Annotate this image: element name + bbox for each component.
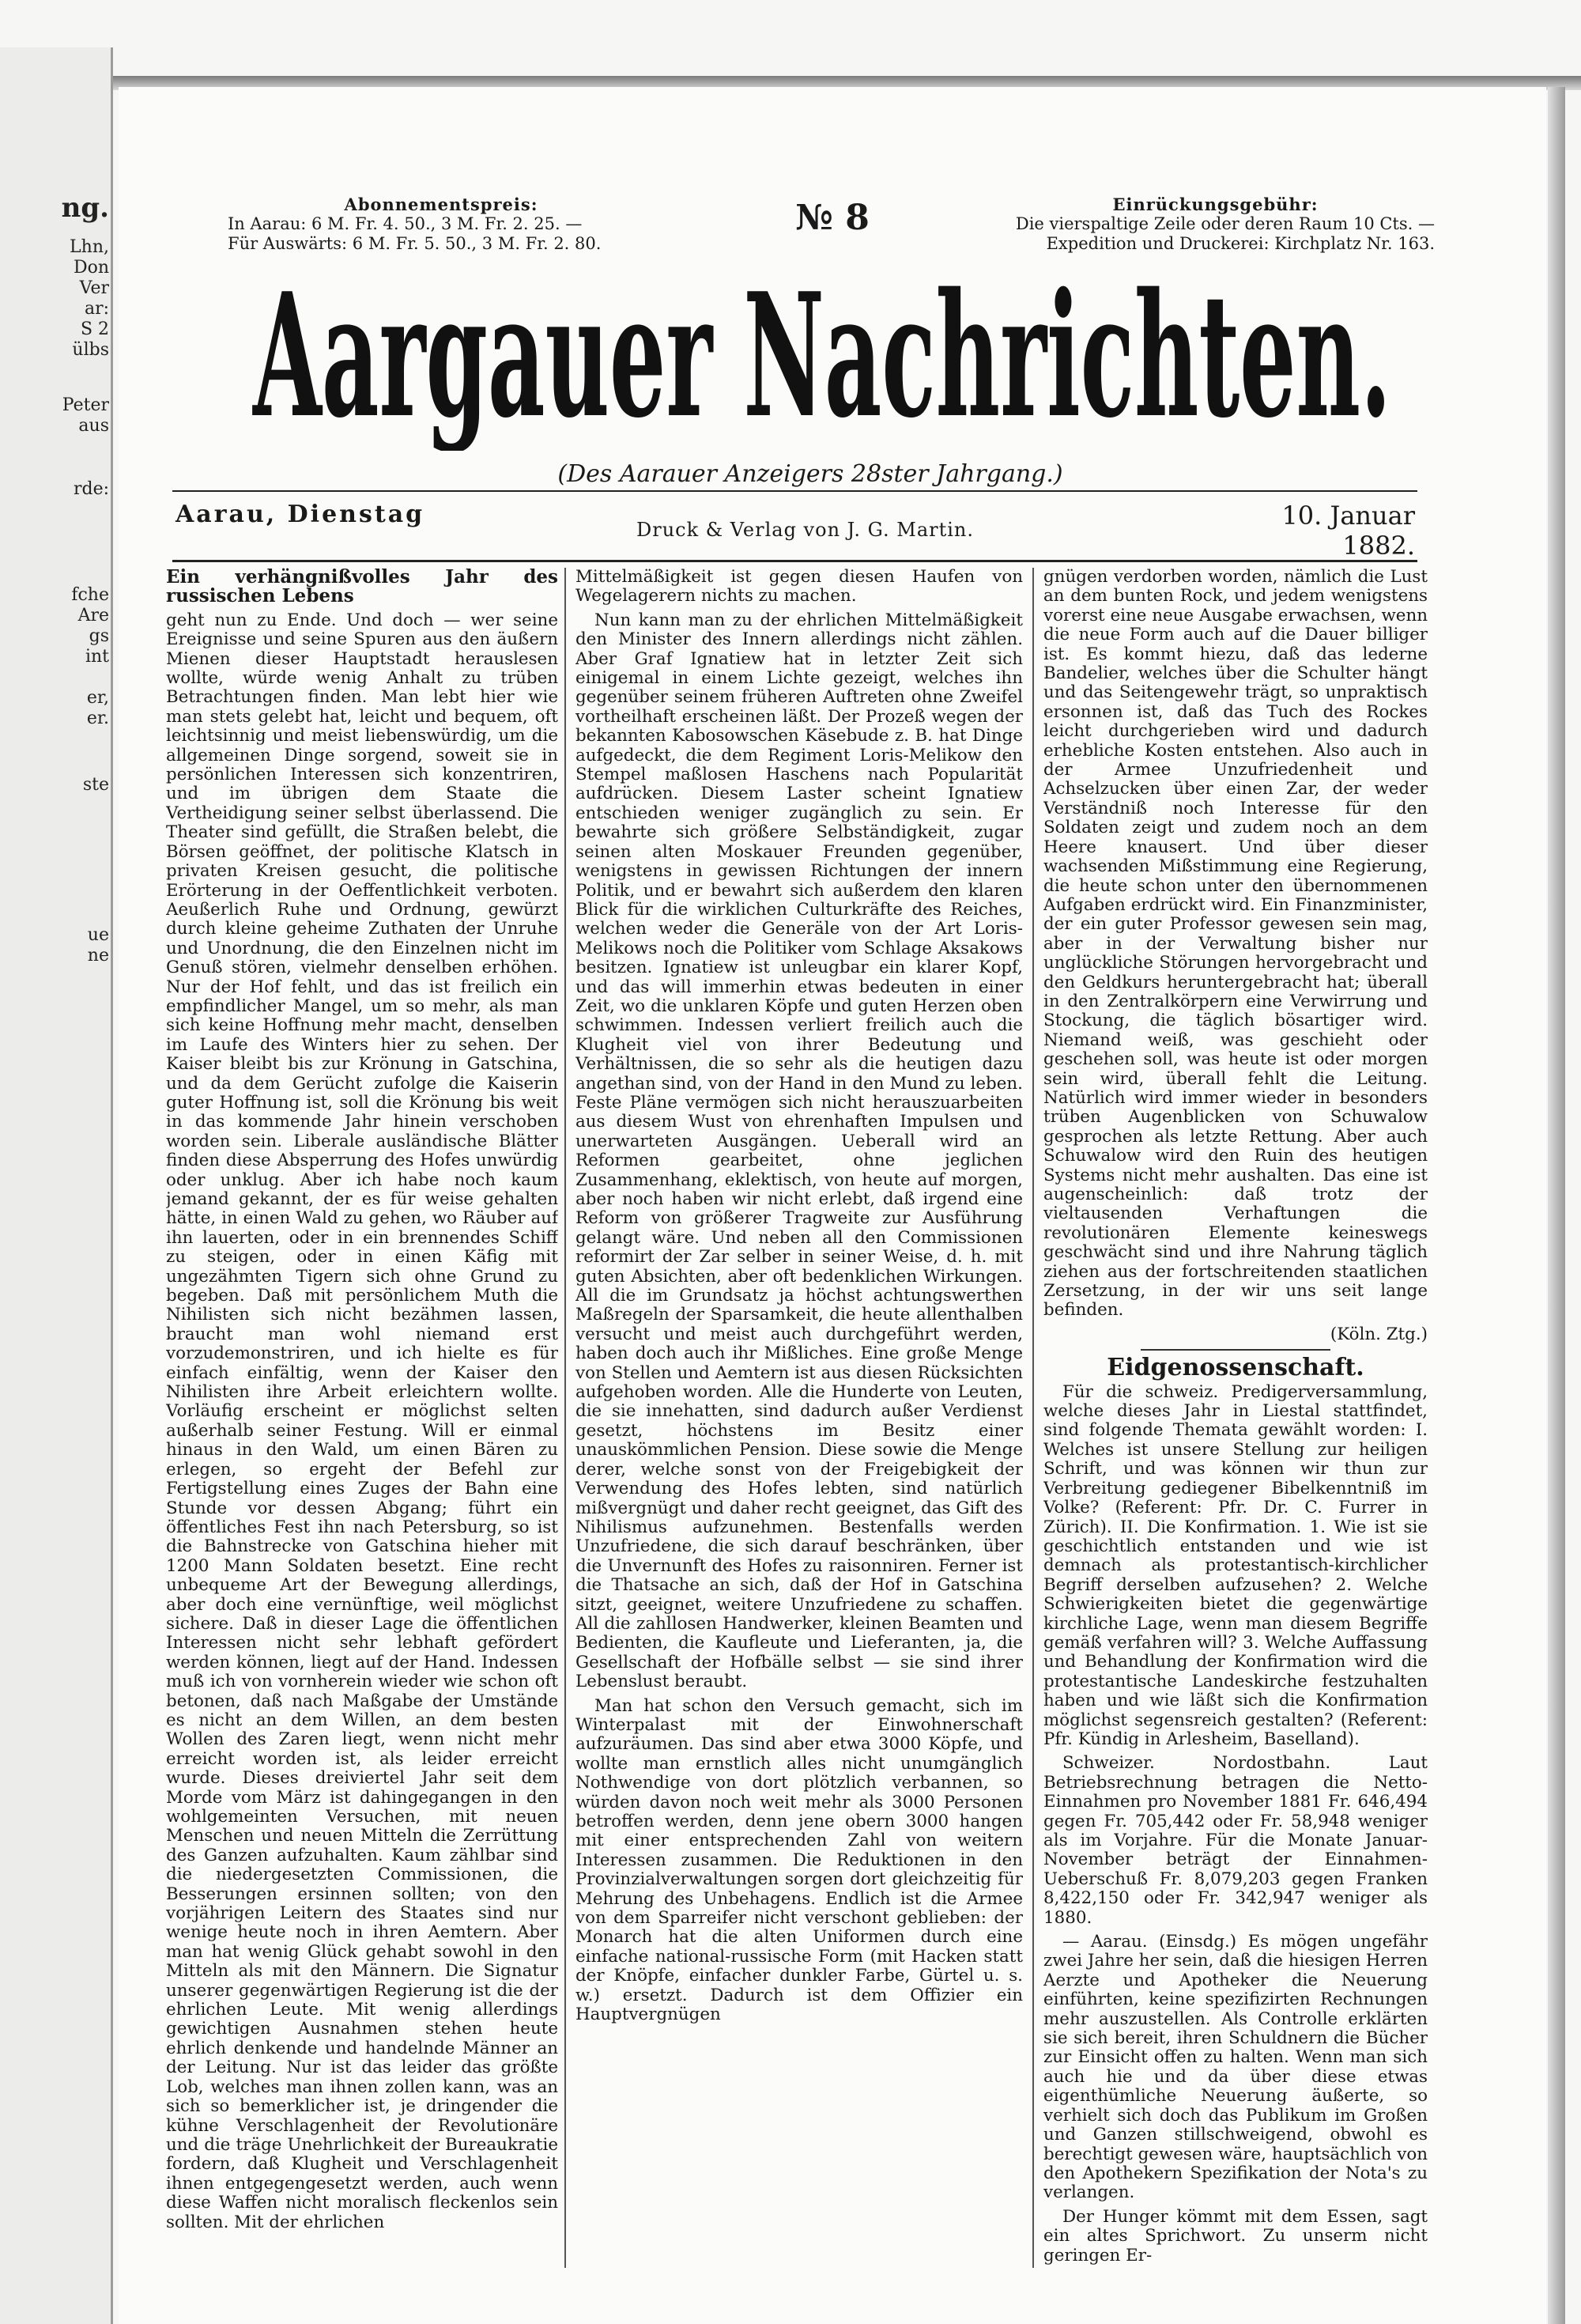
fragment-line: gs xyxy=(89,626,109,646)
subscription-line: Für Auswärts: 6 M. Fr. 5. 50., 3 M. Fr. 2. 80. xyxy=(228,234,602,253)
fragment-line: S 2 xyxy=(80,319,109,339)
header-rule-top xyxy=(172,490,1417,492)
article-paragraph: Mittelmäßigkeit ist gegen diesen Haufen von Wegelagerern nichts zu machen. xyxy=(575,568,1023,607)
masthead-subtitle: (Des Aarauer Anzeigers 28ster Jahrgang.) xyxy=(557,460,1063,488)
insertion-fee-box xyxy=(996,195,1435,254)
fragment-line: ülbs xyxy=(72,340,109,360)
column-divider xyxy=(564,568,566,2268)
fragment-line: Lhn, xyxy=(70,237,109,257)
issue-date: 10. Januar 1882. xyxy=(1281,501,1415,561)
article-paragraph: Man hat schon den Versuch gemacht, sich im Winterpalast mit der Einwohnerschaft aufzuräumen. Das sind aber etwa 3000 Köpfe, und wollte man ernstlich alles nicht unumgänglich Nothwendige von dort plötzlich verbannen, so würden davon noch weit mehr als 3000 Personen betroffen werden, denn jene obern 3000 hangen mit einer entsprechenden Zahl von weitern Interessen zusammen. Die Reduktionen in den Provinzialverwaltungen sorgen dort gleichzeitig für Mehrung des Unbehagens. Endlich ist die Armee von dem Sparreifer nicht verschont geblieben: der Monarch hat die alten Uniformen durch eine einfache national-russische Form (mit Hacken statt der Knöpfe, einfacher dunkler Farbe, Gürtel u. s. w.) ersetzt. Dadurch ist dem Offizier ein Hauptvergnügen xyxy=(575,1695,1023,2025)
article-paragraph: Nun kann man zu der ehrlichen Mittelmäßigkeit den Minister des Innern allerdings nicht zählen. Aber Graf Ignatiew hat in letzter Zeit sich einigemal in einem Lichte gezeigt, welches ihn gegenüber seinem früheren Auftreten ohne Zweifel vortheilhaft erscheinen läßt. Der Prozeß wegen der bekannten Kabosowschen Käsebude z. B. hat Dinge aufgedeckt, die dem Regiment Loris-Melikow den Stempel maßlosen Haschens nach Popularität aufdrücken. Diesem Laster scheint Ignatiew entschieden weniger zugänglich zu sein. Er bewahrte sich größere Selbständigkeit, zugar seinen alten Moskauer Freunden gegenüber, wenigstens in gewissen Richtungen der innern Politik, und er bewahrt sich außerdem den klaren Blick für die wirklichen Culturkräfte des Reiches, welchen weder die Generäle von der Art Loris-Melikows noch die Politiker vom Schlage Aksakows besitzen. Ignatiew ist unleugbar ein klarer Kopf, und das will immerhin etwas bedeuten in einer Zeit, wo die unklaren Köpfe und guten Herzen oben schwimmen. Indessen verliert freilich auch die Klugheit viel von ihrer Bedeutung und Verhältnissen, die so sehr als die heutigen dazu angethan sind, von der Hand in den Mund zu leben. Feste Pläne vermögen sich nicht herauszuarbeiten aus diesem Wust von ehrenhaften Impulsen und unerwarteten Ausgängen. Ueberall wird an Reformen gearbeitet, ohne jeglichen Zusammenhang, eklektisch, von heute auf morgen, aber noch haben wir nicht erlebt, daß irgend eine Reform von größerer Tragweite zur Ausführung gelangt wäre. Und neben all den Commissionen reformirt der Zar selber in seiner Weise, d. h. mit guten Absichten, aber oft bedenklichen Wirkungen. All die im Grundsatz ja höchst achtungswerthen Maßregeln der Sparsamkeit, die heute allenthalben versucht und meist auch durchgeführt werden, haben doch auch ihr Mißliches. Eine große Menge von Stellen und Aemtern ist aus diesen Rücksichten aufgehoben worden. Alle die Hunderte von Leuten, die sie innehatten, sind dadurch außer Verdienst gesetzt, höchstens im Besitz einer unauskömmlichen Pension. Diese sowie die Menge derer, welche sonst von der Freigebigkeit der Verwendung des Hofes lebten, sind natürlich mißvergnügt und daher recht geeignet, das Gift des Nihilismus aufzunehmen. Bestenfalls werden Unzufriedene, die sich darauf beschränken, über die Unvernunft des Hofes zu raisonniren. Ferner ist die Thatsache an sich, daß der Hof in Gatschina sitzt, geeignet, weitere Unzufriedene zu schaffen. All die zahllosen Handwerker, kleinen Beamten und Bedienten, die Kaufleute und Lieferanten, ja, die Gesellschaft der Hofbälle selbst — sie sind ihrer Lebenslust beraubt. xyxy=(575,610,1023,1692)
fragment-line: Ver xyxy=(79,278,109,298)
article-paragraph: gnügen verdorben worden, nämlich die Lust an dem bunten Rock, und jedem wenigstens vorerst eine neue Ausgabe erwachsen, wenn die neue Form auch auf die Dauer billiger ist. Es kommt hiezu, daß das lederne Bandelier, welches über die Schulter hängt und das Seitengewehr trägt, so unpraktisch ersonnen ist, daß das Tuch des Rockes leicht durchgerieben wird und dadurch erhebliche Kosten entstehen. Also auch in der Armee Unzufriedenheit und Achselzucken über einen Zar, der weder Verständniß noch Interesse für den Soldaten zeigt und zudem noch an dem Heere knausert. Und über dieser wachsenden Mißstimmung eine Regierung, die heute schon unter den übernommenen Aufgaben erdrückt wird. Ein Finanzminister, der ein guter Professor gewesen sein mag, aber in der Verwaltung bisher nur unglückliche Störungen hervorgebracht und den Geldkurs heruntergebracht hat; überall in den Zentralkörpern eine Verwirrung und Stockung, die täglich bösartiger wird. Niemand weiß, was geschieht oder geschehen soll, was heute ist oder morgen sein wird, überall fehlt die Leitung. Natürlich wird immer wieder in besonders trüben Augenblicken von Schuwalow gesprochen als letzte Rettung. Aber auch Schuwalow wird den Ruin des heutigen Systems nicht mehr aushalten. Das eine ist augenscheinlich: daß trotz der vieltausenden Verhaftungen die revolutionären Elemente keineswegs geschwächt sind und ihre Nahrung täglich ziehen aus der fortschreitenden staatlichen Zersetzung, in der wir uns seit lange befinden. xyxy=(1043,568,1428,1321)
column-divider xyxy=(1032,568,1034,2268)
fragment-line: Are xyxy=(77,606,109,625)
page-edge-shadow-right xyxy=(1548,87,1565,2324)
section-heading: Eidgenossenschaft. xyxy=(1107,1354,1364,1382)
fragment-line: ue xyxy=(87,925,109,945)
article-paragraph: geht nun zu Ende. Und doch — wer seine Ereignisse und seine Spuren aus den äußern Mienen dieser Hauptstadt herauslesen wollte, würde wenig Anhalt zu trüben Betrachtungen finden. Man lebt hier wie man stets gelebt hat, leicht und bequem, oft leichtsinnig und meist liebenswürdig, um die allgemeinen Dinge sorgend, soweit sie in persönlichen Interessen sich konzentriren, und im übrigen dem Staate die Vertheidigung seiner selbst überlassend. Die Theater sind gefüllt, die Straßen belebt, die Börsen geöffnet, der politische Klatsch in privaten Kreisen gesucht, die politische Erörterung in der Oeffentlichkeit verboten. Aeußerlich Ruhe und Ordnung, gewürzt durch kleine geheime Zuthaten der Unruhe und Unordnung, die den Einzelnen nicht im Genuß stören, vielmehr denselben erhöhen. Nur der Hof fehlt, und das ist freilich ein empfindlicher Mangel, um so mehr, als man sich keine Hoffnung mehr macht, denselben im Laufe des Winters hier zu sehen. Der Kaiser bleibt bis zur Krönung in Gatschina, und da dem Gerücht zufolge die Kaiserin guter Hoffnung ist, soll die Krönung bis weit in das kommende Jahr hinein verschoben worden sein. Liberale ausländische Blätter finden diese Absperrung des Hofes unwürdig oder unklug. Aber ich habe noch kaum jemand gekannt, der es für weise gehalten hätte, in einen Wald zu gehen, wo Räuber auf ihn lauerten, oder in ein brennendes Schiff zu steigen, oder in einen Käfig mit ungezähmten Tigern sich ohne Grund zu begeben. Daß mit persönlichem Muth die Nihilisten sich nicht bezähmen lassen, braucht man wohl niemand erst vorzudemonstriren, und ich hielte es für einfach einfältig, wenn der Kaiser den Nihilisten ihre Arbeit erleichtern wollte. Vorläufig erscheint er möglichst selten außerhalb seiner Festung. Will er einmal hinaus in den Wald, um einen Bären zu erlegen, so ergeht der Befehl zur Fertigstellung eines Zuges der Bahn eine Stunde vor dessen Abgang; führt ein öffentliches Fest ihn nach Petersburg, so ist die Bahnstrecke von Gatschina hieher mit 1200 Mann Soldaten besetzt. Eine recht unbequeme Art der Bewegung allerdings, aber doch eine vernünftige, weil möglichst sichere. Daß in dieser Lage die öffentlichen Interessen nicht sehr lebhaft gefördert werden können, liegt auf der Hand. Indessen muß ich von vornherein wieder wie schon oft betonen, daß nach Maßgabe der Umstände es nicht an dem Willen, an dem besten Wollen des Zaren liegt, wenn nicht mehr erreicht worden ist, als leider erreicht wurde. Dieses dreiviertel Jahr seit dem Morde vom März ist dahingegangen in den wohlgemeinten Versuchen, mit neuen Menschen und neuen Mitteln die Zerrüttung des Ganzen aufzuhalten. Kaum zählbar sind die niedergesetzten Commissionen, die Besserungen ersinnen sollten; von den vorjährigen Leitern des Staates sind nur wenige heute noch in ihren Aemtern. Aber man hat wenig Glück gehabt sowohl in den Mitteln als mit den Männern. Die Signatur unserer gegenwärtigen Regierung ist die der ehrlichen Leute. Mit wenig allerdings gewichtigen Ausnahmen stehen heute ehrlich denkende und handelnde Männer an der Leitung. Nur ist das leider das größte Lob, welches man ihnen zollen kann, was an sich so bemerklicher ist, je dringender die kühne Verschlagenheit der Revolutionäre und die träge Unehrlichkeit der Bureaukratie fordern, daß Klugheit und Verschlagenheit ihnen entgegengesetzt werden, auch wenn diese Waffen nicht moralisch fleckenlos sein sollten. Mit der ehrlichen xyxy=(166,610,558,2232)
insertion-line: Expedition und Druckerei: Kirchplatz Nr. 163. xyxy=(1046,234,1435,253)
masthead xyxy=(229,253,1415,451)
article-headline: Ein verhängnißvolles Jahr des russischen Lebens xyxy=(166,568,558,607)
fragment-line: ar: xyxy=(84,299,109,319)
issue-number: № 8 xyxy=(795,198,870,238)
news-item: Der Hunger kömmt mit dem Essen, sagt ein altes Sprichwort. Zu unserm nicht geringen Er- xyxy=(1043,2206,1428,2265)
insertion-title: Einrückungsgebühr: xyxy=(1112,195,1319,214)
place-day: Aarau, Dienstag xyxy=(175,501,425,528)
fragment-line: Peter xyxy=(62,395,109,415)
fragment-line: Don xyxy=(73,258,109,278)
masthead-title: Aargauer Nachrichten. xyxy=(251,255,1392,451)
article-column-2 xyxy=(575,568,1023,2292)
fragment-line: ne xyxy=(87,946,109,965)
fragment-line: aus xyxy=(78,416,109,436)
fragment-line: er, xyxy=(86,688,109,708)
subscription-title: Abonnementspreis: xyxy=(344,195,538,214)
fragment-line: er. xyxy=(86,709,109,728)
news-item: Schweizer. Nordostbahn. Laut Betriebsrechnung betragen die Netto-Einnahmen pro November 1881 Fr. 646,494 gegen Fr. 705,442 oder Fr. 58,948 weniger als im Vorjahre. Für die Monate Januar-November beträgt der Einnahmen-Ueberschuß Fr. 8,079,203 gegen Franken 8,422,150 oder Fr. 342,947 weniger als 1880. xyxy=(1043,1753,1428,1928)
fragment-line: int xyxy=(85,647,109,667)
insertion-line: Die vierspaltige Zeile oder deren Raum 10 Cts. — xyxy=(1015,214,1435,233)
subscription-box xyxy=(228,195,655,254)
article-column-1 xyxy=(166,568,558,2292)
article-column-3 xyxy=(1043,568,1428,2292)
subscription-line: In Aarau: 6 M. Fr. 4. 50., 3 M. Fr. 2. 25. — xyxy=(228,214,583,233)
fragment-line: rde: xyxy=(73,479,109,499)
news-item: — Aarau. (Einsdg.) Es mögen ungefähr zwei Jahre her sein, daß die hiesigen Herren Aerzte und Apotheker die Neuerung einführten, keine spezifizirten Rechnungen mehr auszustellen. Als Controlle erklärten sie sich bereit, ihren Schuldnern die Bücher zur Einsicht offen zu halten. Wenn man sich auch hie und da über diese etwas eigenthümliche Neuerung äußerte, so verhielt sich doch das Publikum im Großen und Ganzen stillschweigend, obwohl es berechtigt gewesen wäre, hauptsächlich von den Apothekern Spezifikation der Nota's zu verlangen. xyxy=(1043,1932,1428,2203)
fragment-line: ste xyxy=(82,775,109,795)
masthead-svg xyxy=(229,253,1415,451)
printer-credit: Druck & Verlag von J. G. Martin. xyxy=(636,519,975,541)
article-source: (Köln. Ztg.) xyxy=(1330,1324,1428,1344)
previous-page-strip xyxy=(0,47,113,2324)
section-rule xyxy=(1141,1349,1330,1351)
fragment-line: fche xyxy=(71,585,109,605)
news-item: Für die schweiz. Predigerversammlung, welche dieses Jahr in Liestal stattfindet, sind folgende Themata gewählt worden: I. Welches ist unsere Stellung zur heiligen Schrift, und was können wir thun zur Verbreitung gediegener Bibelkenntniß im Volke? (Referent: Pfr. Dr. C. Furrer in Zürich). II. Die Konfirmation. 1. Wie ist sie geschichtlich entstanden und wie ist demnach als protestantisch-kirchlicher Begriff derselben aufzusehen? 2. Welche Schwierigkeiten bietet die gegenwärtige kirchliche Lage, wenn man diesem Begriffe gemäß verfahren will? 3. Welche Auffassung und Behandlung der Konfirmation wird die protestantische Landeskirche festzuhalten haben und wie läßt sich die Konfirmation möglichst segensreich gestalten? (Referent: Pfr. Kündig in Arlesheim, Baselland). xyxy=(1043,1381,1428,1749)
fragment-line: ng. xyxy=(61,192,109,224)
